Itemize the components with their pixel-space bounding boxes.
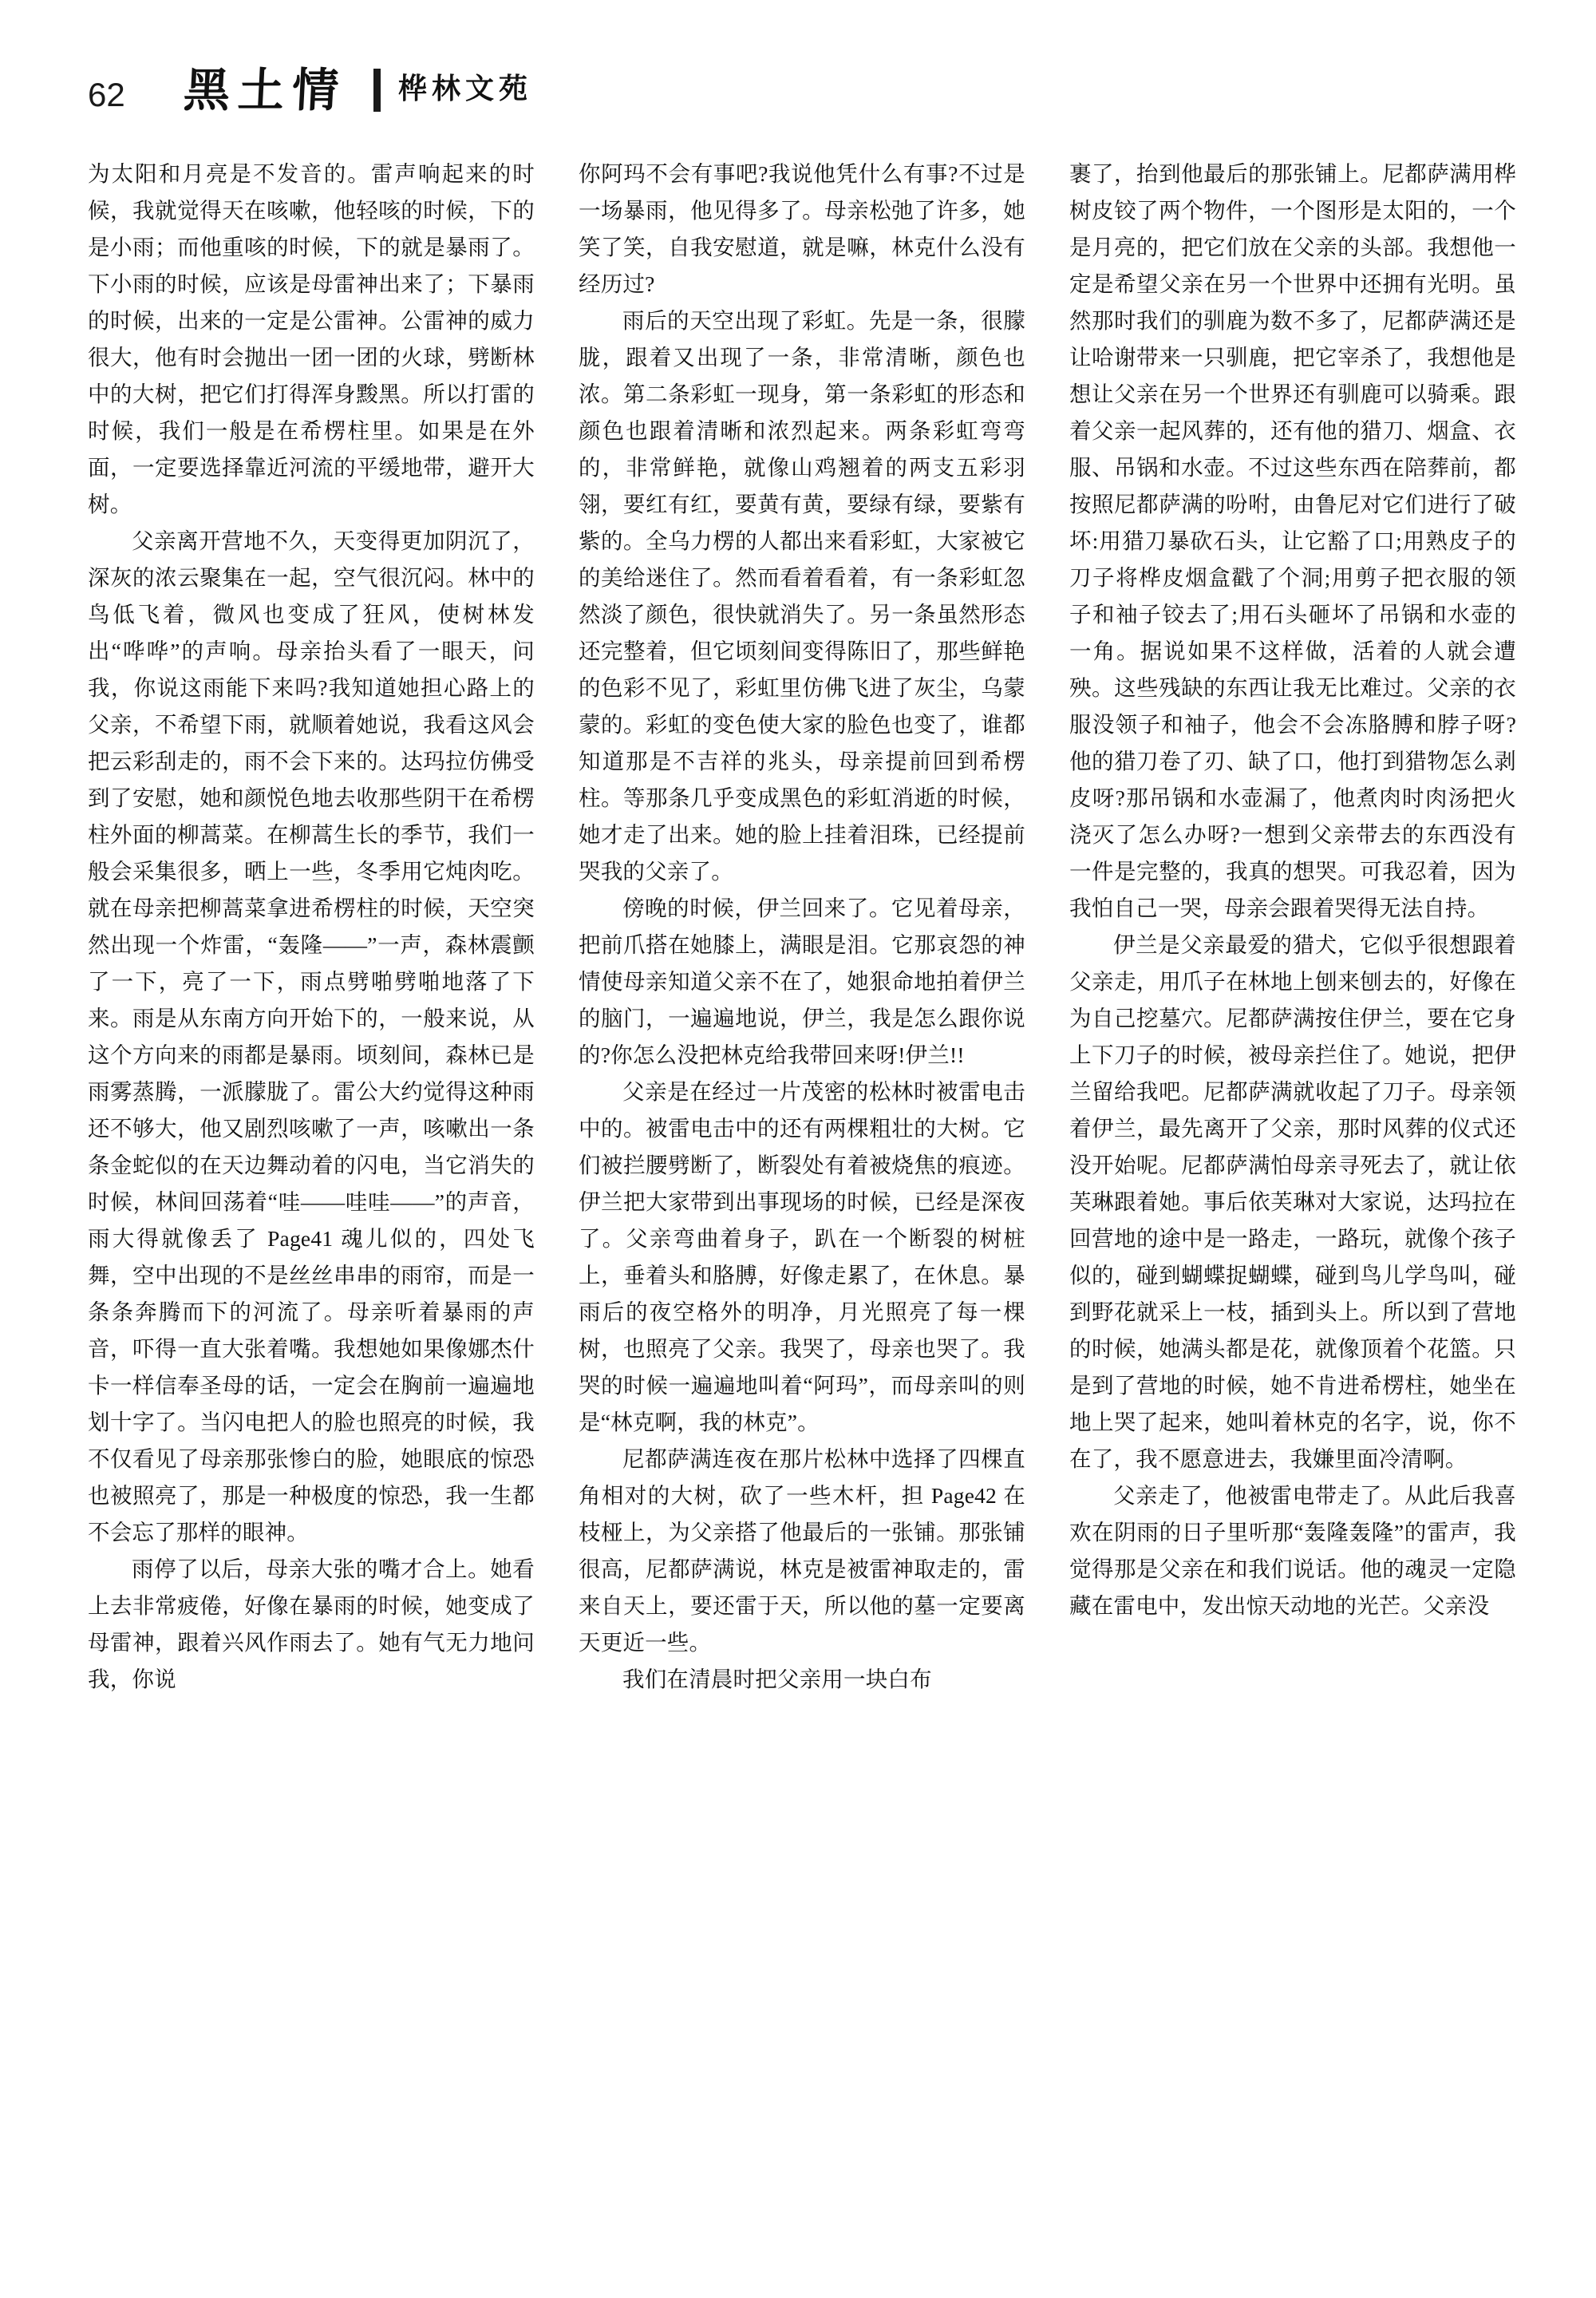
text-column-3 [1069,156,1516,2231]
paragraph: 裹了，抬到他最后的那张铺上。尼都萨满用桦树皮铰了两个物件，一个图形是太阳的，一个是月亮的，把它们放在父亲的头部。我想他一定是希望父亲在另一个世界中还拥有光明。虽然那时我们的驯鹿为数不多了，尼都萨满还是让哈谢带来一只驯鹿，把它宰杀了，我想他是想让父亲在另一个世界还有驯鹿可以骑乘。跟着父亲一起风葬的，还有他的猎刀、烟盒、衣服、吊锅和水壶。不过这些东西在陪葬前，都按照尼都萨满的吩咐，由鲁尼对它们进行了破坏:用猎刀暴砍石头，让它豁了口;用熟皮子的刀子将桦皮烟盒戳了个洞;用剪子把衣服的领子和袖子铰去了;用石头砸坏了吊锅和水壶的一角。据说如果不这样做，活着的人就会遭殃。这些残缺的东西让我无比难过。父亲的衣服没领子和袖子，他会不会冻胳膊和脖子呀?他的猎刀卷了刃、缺了口，他打到猎物怎么剥皮呀?那吊锅和水壶漏了，他煮肉时肉汤把火浇灭了怎么办呀?一想到父亲带去的东西没有一件是完整的，我真的想哭。可我忍着，因为我怕自己一哭，母亲会跟着哭得无法自持。 [1069,161,1516,920]
paragraph: 雨停了以后，母亲大张的嘴才合上。她看上去非常疲倦，好像在暴雨的时候，她变成了母雷神，跟着兴风作雨去了。她有气无力地问我，你说 [88,1556,535,1691]
text-column-1 [88,156,535,2231]
paragraph: 父亲离开营地不久，天变得更加阴沉了，深灰的浓云聚集在一起，空气很沉闷。林中的鸟低飞着，微风也变成了狂风，使树林发出“哗哗”的声响。母亲抬头看了一眼天，问我，你说这雨能下来吗?我知道她担心路上的父亲，不希望下雨，就顺着她说，我看这风会把云彩刮走的，雨不会下来的。达玛拉仿佛受到了安慰，她和颜悦色地去收那些阴干在希楞柱外面的柳蒿菜。在柳蒿生长的季节，我们一般会采集很多，晒上一些，冬季用它炖肉吃。就在母亲把柳蒿菜拿进希楞柱的时候，天空突然出现一个炸雷，“轰隆——”一声，森林震颤了一下，亮了一下，雨点劈啪劈啪地落了下来。雨是从东南方向开始下的，一般来说，从这个方向来的雨都是暴雨。顷刻间，森林已是雨雾蒸腾，一派朦胧了。雷公大约觉得这种雨还不够大，他又剧烈咳嗽了一声，咳嗽出一条条金蛇似的在天边舞动着的闪电，当它消失的时候，林间回荡着“哇——哇哇——”的声音，雨大得就像丢了 Page41 魂儿似的，四处飞舞，空中出现的不是丝丝串串的雨帘，而是一条条奔腾而下的河流了。母亲听着暴雨的声音，吓得一直大张着嘴。我想她如果像娜杰什卡一样信奉圣母的话，一定会在胸前一遍遍地划十字了。当闪电把人的脸也照亮的时候，我不仅看见了母亲那张惨白的脸，她眼底的惊恐也被照亮了，那是一种极度的惊恐，我一生都不会忘了那样的眼神。 [88,528,535,1545]
paragraph: 尼都萨满连夜在那片松林中选择了四棵直角相对的大树，砍了一些木杆，担 Page42 在枝桠上，为父亲搭了他最后的一张铺。那张铺很高，尼都萨满说，林克是被雷神取走的，雷来自天上，要还雷于天，所以他的墓一定要离天更近一些。 [579,1446,1025,1655]
paragraph: 雨后的天空出现了彩虹。先是一条，很朦胧，跟着又出现了一条，非常清晰，颜色也浓。第二条彩虹一现身，第一条彩虹的形态和颜色也跟着清晰和浓烈起来。两条彩虹弯弯的，非常鲜艳，就像山鸡翘着的两支五彩羽翎，要红有红，要黄有黄，要绿有绿，要紫有紫的。全乌力楞的人都出来看彩虹，大家被它的美给迷住了。然而看着看着，有一条彩虹忽然淡了颜色，很快就消失了。另一条虽然形态还完整着，但它顷刻间变得陈旧了，那些鲜艳的色彩不见了，彩虹里仿佛飞进了灰尘，乌蒙蒙的。彩虹的变色使大家的脸色也变了，谁都知道那是不吉祥的兆头，母亲提前回到希楞柱。等那条几乎变成黑色的彩虹消逝的时候，她才走了出来。她的脸上挂着泪珠，已经提前哭我的父亲了。 [579,308,1025,884]
paragraph: 你阿玛不会有事吧?我说他凭什么有事?不过是一场暴雨，他见得多了。母亲松弛了许多，她笑了笑，自我安慰道，就是嘛，林克什么没有经历过? [579,161,1025,296]
magazine-title: 黑土情 [182,63,348,117]
section-title: 桦林文苑 [398,72,533,105]
paragraph: 父亲是在经过一片茂密的松林时被雷电击中的。被雷电击中的还有两棵粗壮的大树。它们被拦腰劈断了，断裂处有着被烧焦的痕迹。伊兰把大家带到出事现场的时候，已经是深夜了。父亲弯曲着身子，趴在一个断裂的树桩上，垂着头和胳膊，好像走累了，在休息。暴雨后的夜空格外的明净，月光照亮了每一棵树，也照亮了父亲。我哭了，母亲也哭了。我哭的时候一遍遍地叫着“阿玛”，而母亲叫的则是“林克啊，我的林克”。 [579,1079,1025,1434]
text-column-2 [579,156,1025,2231]
page-number: 62 [88,76,125,113]
paragraph: 父亲走了，他被雷电带走了。从此后我喜欢在阴雨的日子里听那“轰隆轰隆”的雷声，我觉得那是父亲在和我们说话。他的魂灵一定隐藏在雷电中，发出惊天动地的光芒。父亲没 [1069,1483,1516,1618]
page-header [88,46,1516,118]
article-body [88,156,1516,2231]
masthead-divider [373,69,381,112]
paragraph: 傍晚的时候，伊兰回来了。它见着母亲，把前爪搭在她膝上，满眼是泪。它那哀怨的神情使母亲知道父亲不在了，她狠命地拍着伊兰的脑门，一遍遍地说，伊兰，我是怎么跟你说的?你怎么没把林克给我带回来呀!伊兰!! [579,896,1025,1067]
paragraph: 我们在清晨时把父亲用一块白布 [622,1667,932,1691]
paragraph: 为太阳和月亮是不发音的。雷声响起来的时候，我就觉得天在咳嗽，他轻咳的时候，下的是小雨；而他重咳的时候，下的就是暴雨了。下小雨的时候，应该是母雷神出来了；下暴雨的时候，出来的一定是公雷神。公雷神的威力很大，他有时会抛出一团一团的火球，劈断林中的大树，把它们打得浑身黢黑。所以打雷的时候，我们一般是在希楞柱里。如果是在外面，一定要选择靠近河流的平缓地带，避开大树。 [88,161,535,516]
paragraph: 伊兰是父亲最爱的猎犬，它似乎很想跟着父亲走，用爪子在林地上刨来刨去的，好像在为自己挖墓穴。尼都萨满按住伊兰，要在它身上下刀子的时候，被母亲拦住了。她说，把伊兰留给我吧。尼都萨满就收起了刀子。母亲领着伊兰，最先离开了父亲，那时风葬的仪式还没开始呢。尼都萨满怕母亲寻死去了，就让依芙琳跟着她。事后依芙琳对大家说，达玛拉在回营地的途中是一路走，一路玩，就像个孩子似的，碰到蝴蝶捉蝴蝶，碰到鸟儿学鸟叫，碰到野花就采上一枝，插到头上。所以到了营地的时候，她满头都是花，就像顶着个花篮。只是到了营地的时候，她不肯进希楞柱，她坐在地上哭了起来，她叫着林克的名字，说，你不在了，我不愿意进去，我嫌里面冷清啊。 [1069,932,1516,1471]
